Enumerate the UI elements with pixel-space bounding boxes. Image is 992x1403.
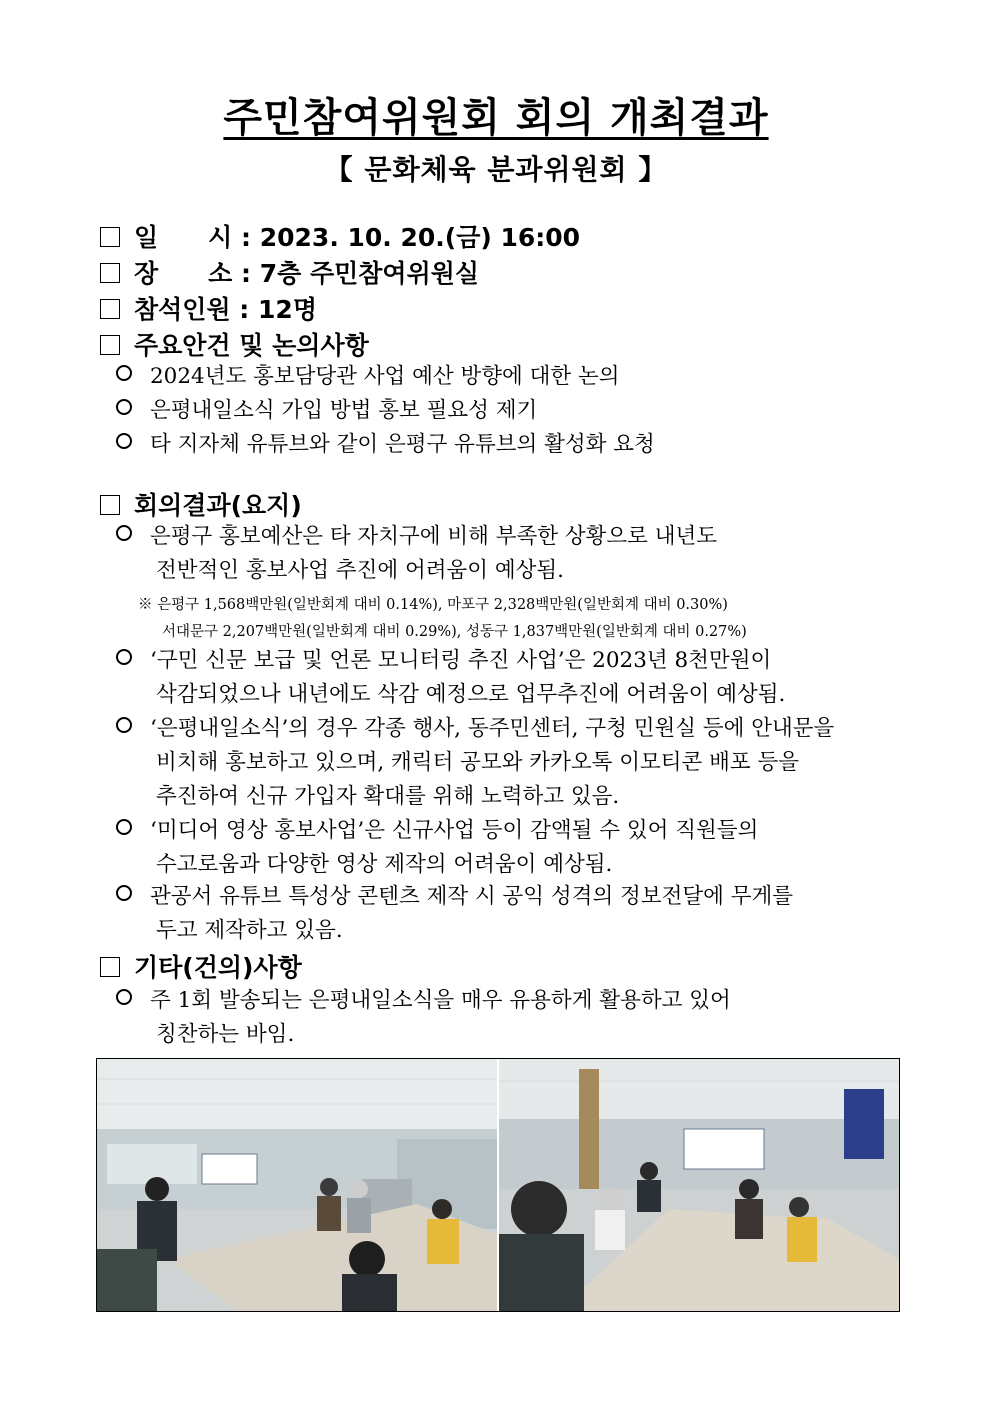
circle-bullet-icon	[116, 819, 132, 835]
circle-bullet-icon	[116, 433, 132, 449]
results-item-continued: 두고 제작하고 있음.	[156, 918, 343, 943]
budget-note: 서대문구 2,207백만원(일반회계 대비 0.29%), 성동구 1,837백만원(일반회계 대비 0.27%)	[162, 624, 747, 640]
checkbox-square-icon	[100, 495, 120, 515]
circle-bullet-icon	[116, 365, 132, 381]
results-item-continued: 수고로움과 다양한 영상 제작의 어려움이 예상됨.	[156, 852, 613, 877]
circle-bullet-icon	[116, 885, 132, 901]
info-date: 일 시 : 2023. 10. 20.(금) 16:00	[100, 218, 580, 254]
meeting-photo-right	[497, 1059, 899, 1311]
other-item-continued: 칭찬하는 바임.	[156, 1022, 295, 1047]
results-item: ‘은평내일소식’의 경우 각종 행사, 동주민센터, 구청 민원실 등에 안내문을	[116, 712, 834, 746]
other-item: 주 1회 발송되는 은평내일소식을 매우 유용하게 활용하고 있어	[116, 984, 731, 1018]
document-subtitle: 【 문화체육 분과위원회 】	[324, 153, 668, 186]
other-heading: 기타(건의)사항	[100, 948, 302, 984]
agenda-item: 은평내일소식 가입 방법 홍보 필요성 제기	[116, 394, 537, 428]
checkbox-square-icon	[100, 957, 120, 977]
circle-bullet-icon	[116, 989, 132, 1005]
document-title: 주민참여위원회 회의 개최결과	[223, 95, 769, 141]
results-heading: 회의결과(요지)	[100, 486, 302, 522]
budget-note: ※ 은평구 1,568백만원(일반회계 대비 0.14%), 마포구 2,328백만원(일반회계 대비 0.30%)	[138, 597, 728, 613]
circle-bullet-icon	[116, 399, 132, 415]
results-item: 관공서 유튜브 특성상 콘텐츠 제작 시 공익 성격의 정보전달에 무게를	[116, 880, 793, 914]
results-item-continued: 추진하여 신규 가입자 확대를 위해 노력하고 있음.	[156, 784, 620, 809]
checkbox-square-icon	[100, 335, 120, 355]
meeting-photos	[96, 1058, 900, 1312]
info-attendees: 참석인원 : 12명	[100, 290, 317, 326]
info-place: 장 소 : 7층 주민참여위원실	[100, 254, 479, 290]
meeting-photo-left	[97, 1059, 497, 1311]
results-item: ‘구민 신문 보급 및 언론 모니터링 추진 사업’은 2023년 8천만원이	[116, 644, 771, 678]
results-item: 은평구 홍보예산은 타 자치구에 비해 부족한 상황으로 내년도	[116, 520, 717, 554]
results-item: ‘미디어 영상 홍보사업’은 신규사업 등이 감액될 수 있어 직원들의	[116, 814, 758, 848]
checkbox-square-icon	[100, 299, 120, 319]
results-item-continued: 삭감되었으나 내년에도 삭감 예정으로 업무추진에 어려움이 예상됨.	[156, 682, 786, 707]
agenda-heading: 주요안건 및 논의사항	[100, 326, 369, 362]
checkbox-square-icon	[100, 227, 120, 247]
results-item-continued: 전반적인 홍보사업 추진에 어려움이 예상됨.	[156, 558, 565, 583]
results-item-continued: 비치해 홍보하고 있으며, 캐릭터 공모와 카카오톡 이모티콘 배포 등을	[156, 750, 800, 775]
circle-bullet-icon	[116, 717, 132, 733]
circle-bullet-icon	[116, 649, 132, 665]
checkbox-square-icon	[100, 263, 120, 283]
agenda-item: 2024년도 홍보담당관 사업 예산 방향에 대한 논의	[116, 360, 620, 394]
agenda-item: 타 지자체 유튜브와 같이 은평구 유튜브의 활성화 요청	[116, 428, 655, 462]
circle-bullet-icon	[116, 525, 132, 541]
